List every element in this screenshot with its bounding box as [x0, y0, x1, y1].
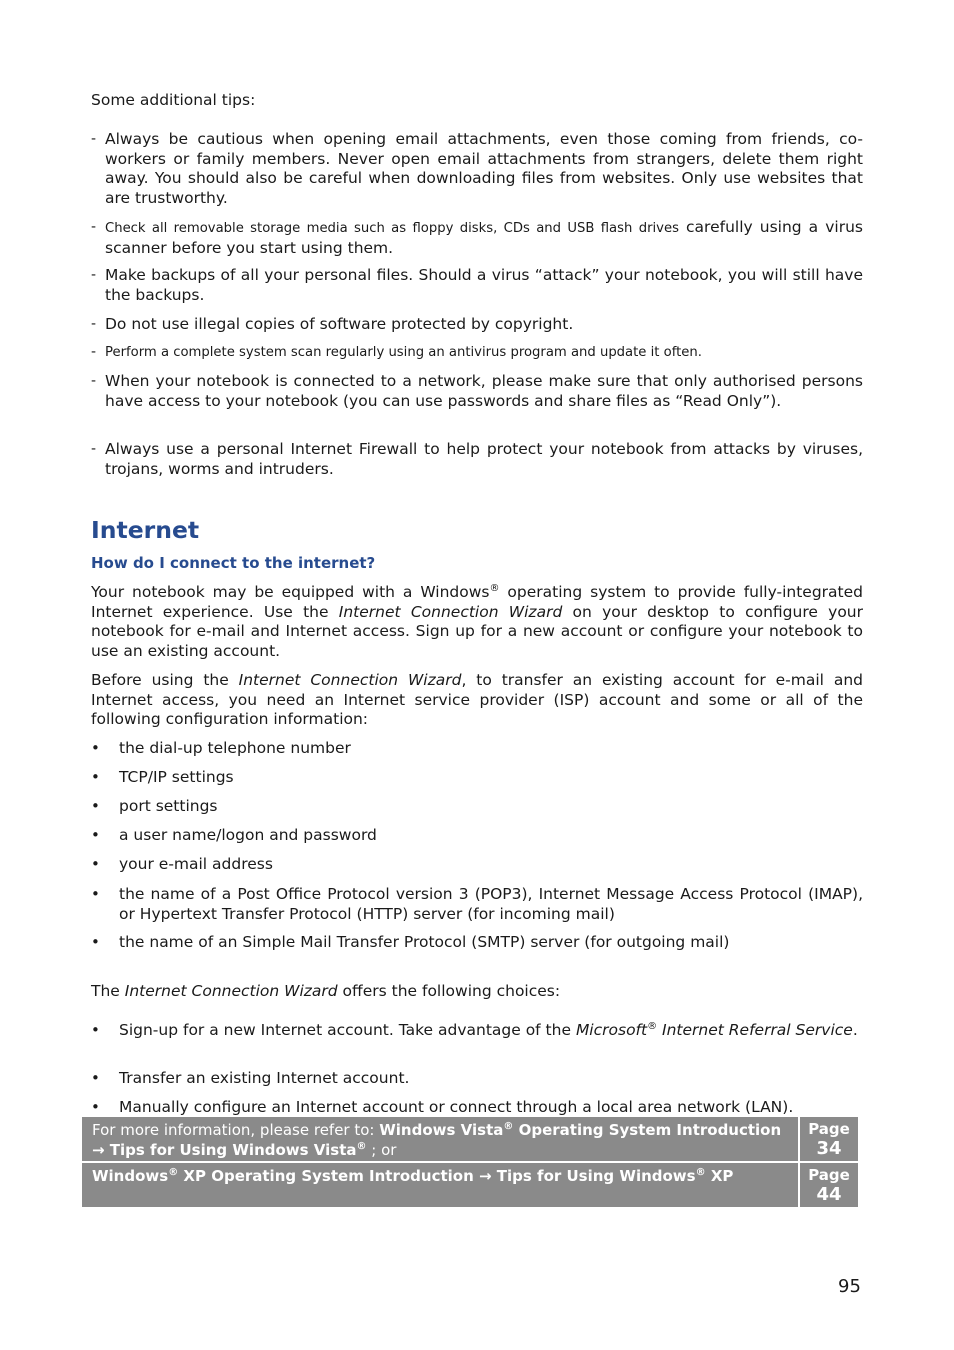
tip-item: - Check all removable storage media such as floppy disks, CDs and USB flash drives carefully using a virus scanner before you start using them. — [91, 218, 863, 257]
list-item: • your e-mail address — [91, 855, 273, 873]
reference-text: Windows® XP Operating System Introduction → Tips for Using Windows® XP — [92, 1167, 734, 1185]
paragraph-2: Before using the Internet Connection Wizard, to transfer an existing account for e-mail and Internet access, you need an Internet service provider (ISP) account and some or all of the following configuration information: — [91, 671, 863, 728]
intro-text: Some additional tips: — [91, 91, 256, 109]
tip-text: Always be cautious when opening email attachments, even those coming from friends, co-workers or family members. Never open email attachments from strangers, delete them right away. You should also be careful when downloading files from websites. Only use websites that are trustworthy. — [105, 130, 863, 207]
list-item: • the name of an Simple Mail Transfer Protocol (SMTP) server (for outgoing mail) — [91, 933, 730, 951]
paragraph-3: The Internet Connection Wizard offers the following choices: — [91, 982, 561, 1000]
tip-item: - Make backups of all your personal files. Should a virus “attack” your notebook, you will still have the backups. — [91, 266, 863, 304]
list-item: • the name of a Post Office Protocol version 3 (POP3), Internet Message Access Protocol (IMAP), or Hypertext Transfer Protocol (HTTP) server (for incoming mail) — [91, 885, 863, 923]
tip-text: Perform a complete system scan regularly using an antivirus program and update it often. — [105, 345, 702, 360]
tip-text: Check all removable storage media such as floppy disks, CDs and USB flash drives carefully using a virus scanner before you start using them. — [105, 218, 863, 257]
section-subheading: How do I connect to the internet? — [91, 554, 376, 572]
list-item: • Transfer an existing Internet account. — [91, 1069, 410, 1087]
tip-text: Make backups of all your personal files. Should a virus “attack” your notebook, you will still have the backups. — [105, 266, 863, 304]
paragraph-1: Your notebook may be equipped with a Windows® operating system to provide fully-integrated Internet experience. Use the Internet Connection Wizard on your desktop to configure your notebook for e-mail and Internet access. Sign up for a new account or configure your notebook to use an existing account. — [91, 582, 863, 660]
tip-item: - Perform a complete system scan regularly using an antivirus program and update it often. — [91, 343, 863, 363]
tip-item: - Do not use illegal copies of software protected by copyright. — [91, 315, 863, 335]
tip-text: Do not use illegal copies of software protected by copyright. — [105, 315, 574, 333]
tip-item: - Always be cautious when opening email attachments, even those coming from friends, co-workers or family members. Never open email attachments from strangers, delete them right away. You should also be careful when downloading files from websites. Only use websites that are trustworthy. — [91, 130, 863, 207]
page-number: 95 — [838, 1276, 861, 1297]
list-item: • a user name/logon and password — [91, 826, 377, 844]
reference-row-vista — [82, 1117, 858, 1161]
list-item: • TCP/IP settings — [91, 768, 234, 786]
list-item: • the dial-up telephone number — [91, 739, 351, 757]
reference-text: For more information, please refer to: Windows Vista® Operating System Introduction → Tips for Using Windows Vista® ; or — [92, 1121, 782, 1159]
reference-row-xp — [82, 1163, 858, 1207]
list-item: • port settings — [91, 797, 218, 815]
page-reference[interactable]: Page 34 — [798, 1117, 858, 1161]
list-item: • Manually configure an Internet account or connect through a local area network (LAN). — [91, 1098, 794, 1116]
tip-text: Always use a personal Internet Firewall to help protect your notebook from attacks by viruses, trojans, worms and intruders. — [105, 440, 863, 478]
list-item: • Sign-up for a new Internet account. Take advantage of the Microsoft® Internet Referral Service. — [91, 1020, 858, 1039]
tip-text: When your notebook is connected to a network, please make sure that only authorised persons have access to your notebook (you can use passwords and share files as “Read Only”). — [105, 372, 863, 410]
tip-item: - Always use a personal Internet Firewall to help protect your notebook from attacks by viruses, trojans, worms and intruders. — [91, 440, 863, 478]
tip-item: - When your notebook is connected to a network, please make sure that only authorised persons have access to your notebook (you can use passwords and share files as “Read Only”). — [91, 372, 863, 410]
section-heading: Internet — [91, 516, 200, 544]
page-reference[interactable]: Page 44 — [798, 1163, 858, 1207]
